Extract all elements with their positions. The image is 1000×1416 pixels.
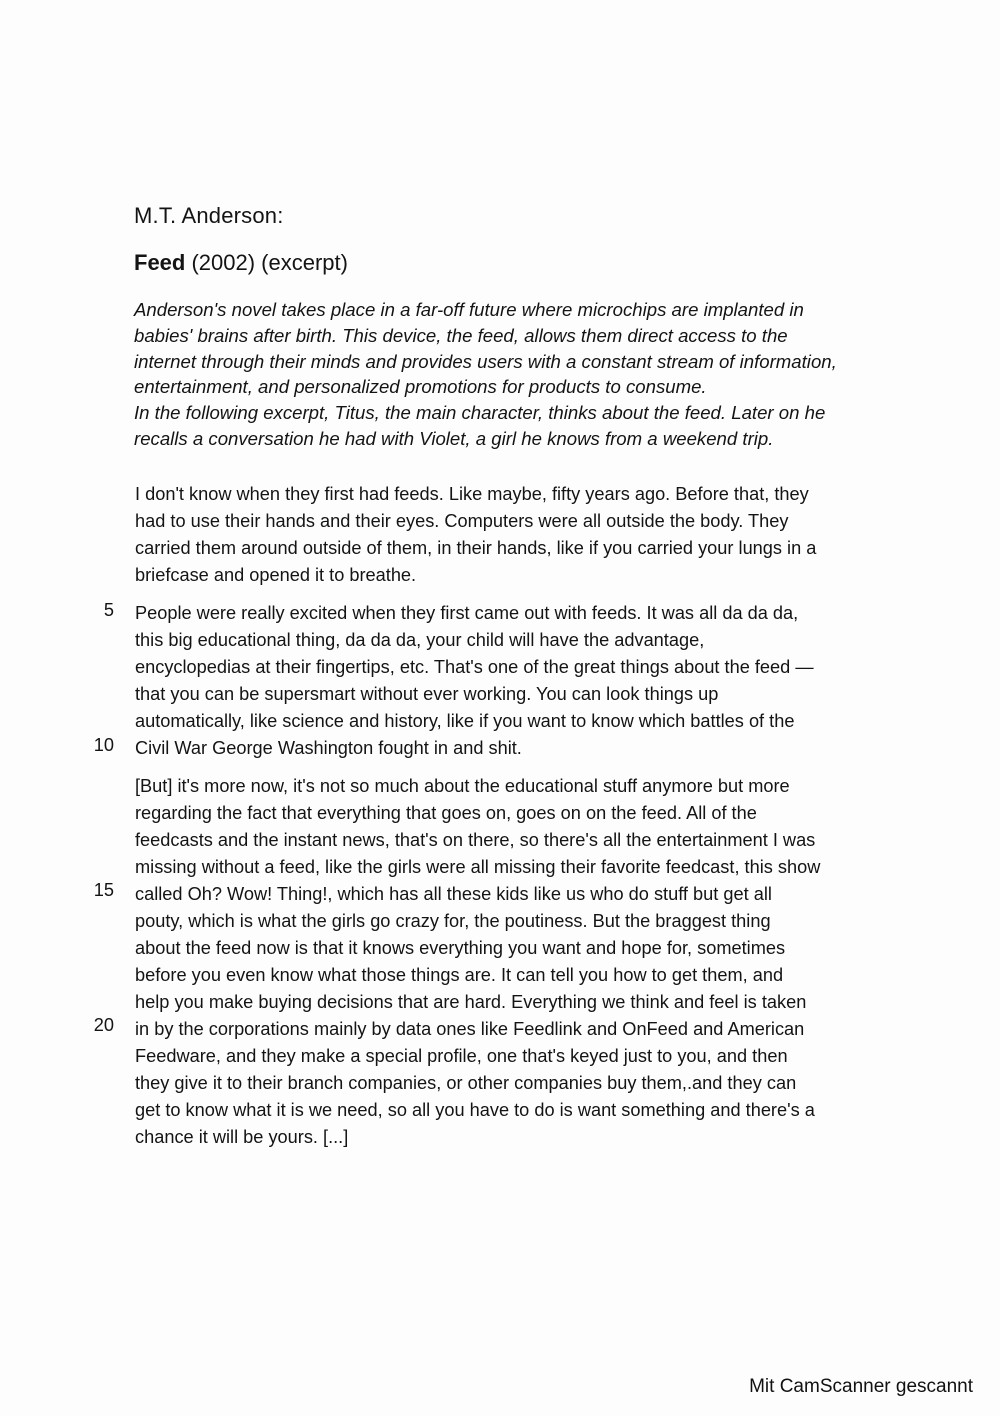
work-title [134, 250, 348, 276]
text-line: missing without a feed, like the girls were all missing their favorite feedcast, this show [135, 857, 821, 877]
text-line: carried them around outside of them, in their hands, like if you carried your lungs in a [135, 538, 817, 558]
intro-line: In the following excerpt, Titus, the main character, thinks about the feed. Later on he [134, 402, 826, 424]
text-line: automatically, like science and history, like if you want to know which battles of the [135, 711, 795, 731]
paragraph-1 [135, 481, 895, 589]
text-line: [But] it's more now, it's not so much about the educational stuff anymore but more [135, 776, 790, 796]
line-number-10: 10 [93, 735, 114, 755]
paragraph-3 [135, 773, 895, 1151]
text-line: feedcasts and the instant news, that's on there, so there's all the entertainment I was [135, 830, 816, 850]
text-line: encyclopedias at their fingertips, etc. That's one of the great things about the feed — [135, 657, 814, 677]
text-line: regarding the fact that everything that goes on, goes on on the feed. All of the [135, 803, 757, 823]
scanner-watermark: Mit CamScanner gescannt [749, 1376, 973, 1397]
text-line: that you can be supersmart without ever working. You can look things up [135, 684, 719, 704]
text-line: People were really excited when they first came out with feeds. It was all da da da, [135, 603, 799, 623]
excerpt-body [135, 481, 895, 1162]
intro-line: internet through their minds and provides users with a constant stream of information, [134, 350, 837, 372]
text-line: I don't know when they first had feeds. Like maybe, fifty years ago. Before that, they [135, 484, 809, 504]
text-line: Civil War George Washington fought in and shit. [135, 738, 522, 758]
title-bold: Feed [134, 250, 186, 275]
intro-block [134, 297, 886, 452]
text-line: had to use their hands and their eyes. Computers were all outside the body. They [135, 511, 789, 531]
line-number-15: 15 [93, 880, 114, 900]
text-line: Feedware, and they make a special profile, one that's keyed just to you, and then [135, 1046, 788, 1066]
text-line: before you even know what those things are. It can tell you how to get them, and [135, 965, 784, 985]
intro-line: babies' brains after birth. This device, the feed, allows them direct access to the [134, 324, 788, 346]
text-line: they give it to their branch companies, or other companies buy them,.and they can [135, 1073, 797, 1093]
line-number-20: 20 [93, 1015, 114, 1035]
title-year: (2002) (excerpt) [185, 250, 348, 275]
author-heading: M.T. Anderson: [134, 203, 284, 228]
text-line: briefcase and opened it to breathe. [135, 565, 417, 585]
intro-line: recalls a conversation he had with Violet, a girl he knows from a weekend trip. [134, 427, 774, 449]
text-line: called Oh? Wow! Thing!, which has all these kids like us who do stuff but get all [135, 884, 772, 904]
text-line: chance it will be yours. [...] [135, 1127, 349, 1147]
intro-line: entertainment, and personalized promotions for products to consume. [134, 376, 707, 398]
text-line: about the feed now is that it knows everything you want and hope for, sometimes [135, 938, 786, 958]
paragraph-2 [135, 600, 895, 762]
line-number-5: 5 [103, 600, 114, 620]
text-line: get to know what it is we need, so all you have to do is want something and there's a [135, 1100, 815, 1120]
text-line: pouty, which is what the girls go crazy for, the poutiness. But the braggest thing [135, 911, 771, 931]
text-line: help you make buying decisions that are hard. Everything we think and feel is taken [135, 992, 807, 1012]
text-line: this big educational thing, da da da, your child will have the advantage, [135, 630, 705, 650]
intro-line: Anderson's novel takes place in a far-off future where microchips are implanted in [134, 299, 804, 320]
text-line: in by the corporations mainly by data ones like Feedlink and OnFeed and American [135, 1019, 805, 1039]
